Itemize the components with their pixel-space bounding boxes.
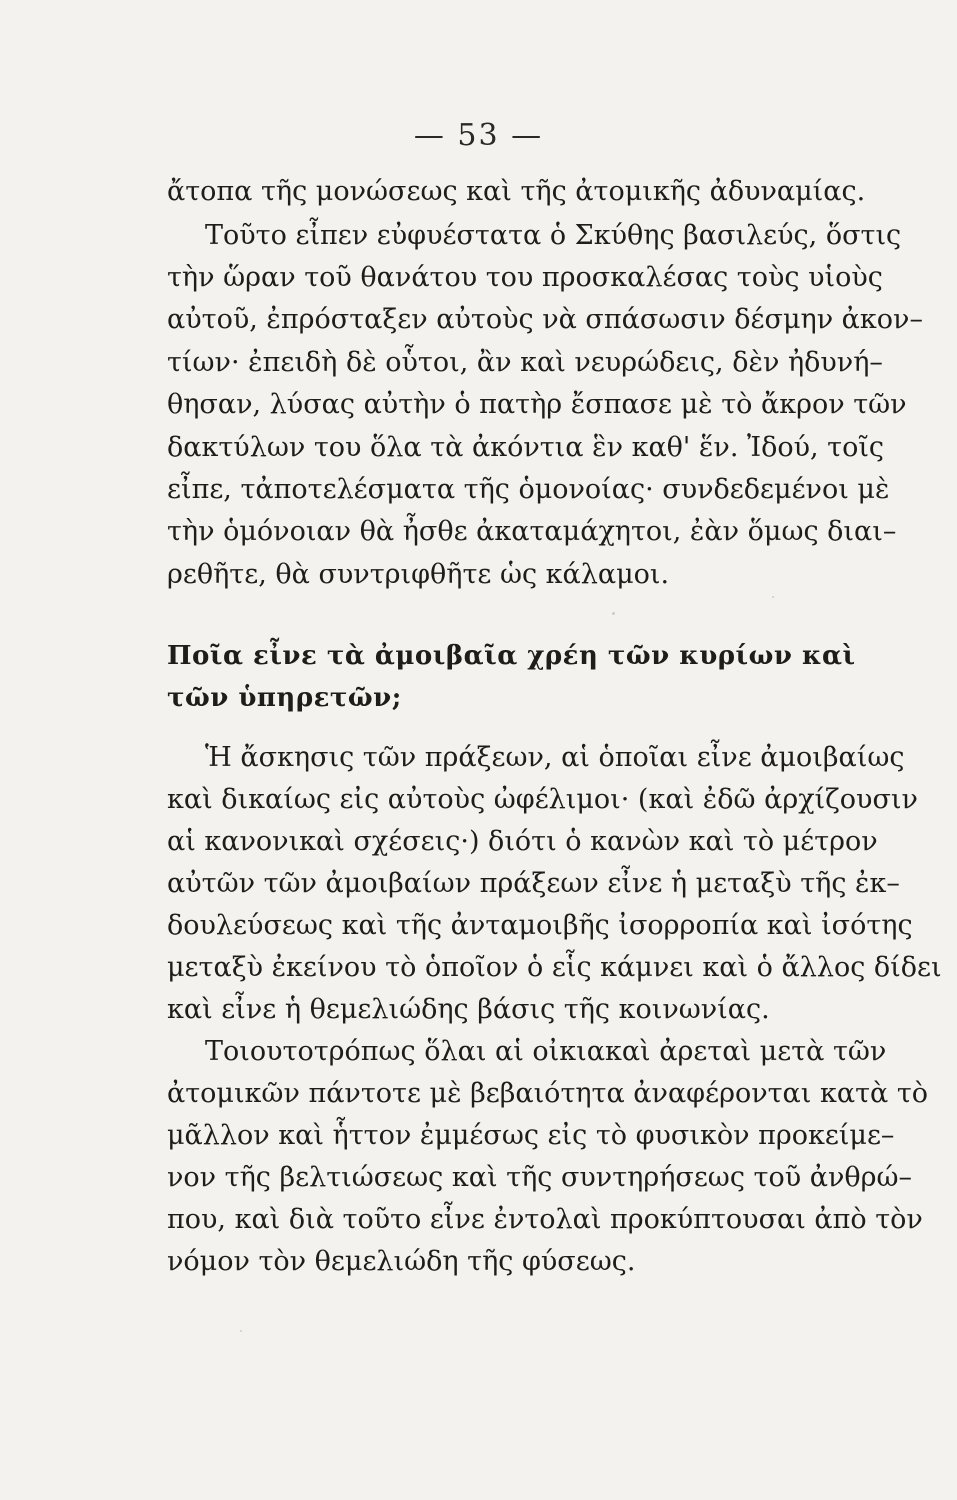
text-line: ἄτοπα τῆς μονώσεως καὶ τῆς ἀτομικῆς ἀδυναμίας.: [167, 176, 866, 207]
page-number: — 53 —: [413, 118, 544, 153]
text-line: που, καὶ διὰ τοῦτο εἶνε ἐντολαὶ προκύπτουσαι ἀπὸ τὸν: [167, 1204, 923, 1235]
text-line: ἀτομικῶν πάντοτε μὲ βεβαιότητα ἀναφέρονται κατὰ τὸ: [167, 1078, 929, 1109]
paper-speck: [240, 1330, 242, 1332]
text-line: Τοῦτο εἶπεν εὐφυέστατα ὁ Σκύθης βασιλεύς, ὅστις: [205, 220, 902, 251]
text-line: ρεθῆτε, θὰ συντριφθῆτε ὡς κάλαμοι.: [167, 559, 670, 590]
text-line: μεταξὺ ἐκείνου τὸ ὁποῖον ὁ εἷς κάμνει καὶ ὁ ἄλλος δίδει: [167, 952, 942, 983]
section-heading: τῶν ὑπηρετῶν;: [167, 683, 402, 713]
text-line: τὴν ὥραν τοῦ θανάτου του προσκαλέσας τοὺς υἱοὺς: [167, 262, 883, 293]
text-line: δουλεύσεως καὶ τῆς ἀνταμοιβῆς ἰσορροπία καὶ ἰσότης: [167, 910, 913, 941]
paper-speck: [612, 612, 615, 615]
text-line: αἱ κανονικαὶ σχέσεις·) διότι ὁ κανὼν καὶ τὸ μέτρον: [167, 826, 878, 857]
text-line: καὶ δικαίως εἰς αὐτοὺς ὠφέλιμοι· (καὶ ἐδῶ ἀρχίζουσιν: [167, 784, 918, 815]
text-line: μᾶλλον καὶ ἧττον ἐμμέσως εἰς τὸ φυσικὸν προκείμε–: [167, 1120, 895, 1151]
text-line: αὐτῶν τῶν ἀμοιβαίων πράξεων εἶνε ἡ μεταξὺ τῆς ἐκ–: [167, 868, 900, 899]
section-heading: Ποῖα εἶνε τὰ ἀμοιβαῖα χρέη τῶν κυρίων καὶ: [167, 641, 856, 671]
text-line: τὴν ὁμόνοιαν θὰ ἦσθε ἀκαταμάχητοι, ἐὰν ὅμως διαι–: [167, 516, 897, 547]
paper-speck: [772, 596, 774, 598]
text-line: τίων· ἐπειδὴ δὲ οὗτοι, ἂν καὶ νευρώδεις, δὲν ἠδυνή–: [167, 347, 883, 378]
text-line: καὶ εἶνε ἡ θεμελιώδης βάσις τῆς κοινωνίας.: [167, 994, 770, 1025]
text-line: νόμον τὸν θεμελιώδη τῆς φύσεως.: [167, 1246, 636, 1277]
text-line: νον τῆς βελτιώσεως καὶ τῆς συντηρήσεως τοῦ ἀνθρώ–: [167, 1162, 913, 1193]
text-line: εἶπε, τἀποτελέσματα τῆς ὁμονοίας· συνδεδεμένοι μὲ: [167, 474, 890, 505]
text-line: θησαν, λύσας αὐτὴν ὁ πατὴρ ἔσπασε μὲ τὸ ἄκρον τῶν: [167, 389, 907, 420]
text-line: αὐτοῦ, ἐπρόσταξεν αὐτοὺς νὰ σπάσωσιν δέσμην ἀκον–: [167, 304, 923, 335]
text-line: Τοιουτοτρόπως ὅλαι αἱ οἰκιακαὶ ἀρεταὶ μετὰ τῶν: [205, 1036, 887, 1067]
text-line: Ἡ ἄσκησις τῶν πράξεων, αἱ ὁποῖαι εἶνε ἀμοιβαίως: [205, 742, 905, 773]
text-line: δακτύλων του ὅλα τὰ ἀκόντια ἓν καθ' ἕν. Ἰδού, τοῖς: [167, 432, 885, 463]
